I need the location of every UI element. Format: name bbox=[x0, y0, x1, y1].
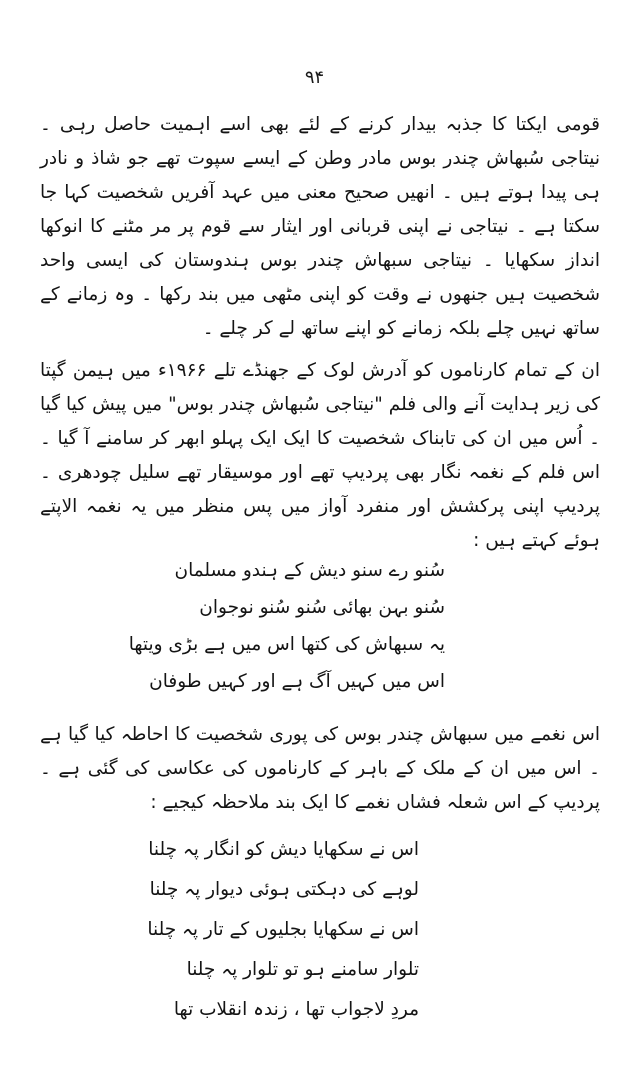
verse-line: سُنو بہن بھائی سُنو سُنو نوجوان bbox=[199, 597, 445, 618]
song-verse-first bbox=[115, 552, 445, 700]
verse-line: لوہے کی دہکتی ہوئی دیوار پہ چلنا bbox=[149, 879, 419, 900]
song-verse-second bbox=[119, 830, 419, 1030]
verse-line: سُنو رے سنو دیش کے ہندو مسلمان bbox=[174, 560, 445, 581]
verse-line: اس میں کہیں آگ ہے اور کہیں طوفان bbox=[149, 671, 445, 692]
verse-line: تلوار سامنے ہو تو تلوار پہ چلنا bbox=[186, 959, 419, 980]
paragraph-song-commentary: اس نغمے میں سبھاش چندر بوس کی پوری شخصیت کا احاطہ کیا گیا ہے ۔ اس میں ان کے ملک کے باہر کے کارناموں کی عکاسی کی گئی ہے ۔ پردیپ کے اس شعلہ فشاں نغمے کا ایک بند ملاحظہ کیجیے : bbox=[40, 724, 600, 813]
verse-line: اس نے سکھایا دیش کو انگار پہ چلنا bbox=[148, 839, 419, 860]
verse-line: اس نے سکھایا بجلیوں کے تار پہ چلنا bbox=[147, 919, 419, 940]
page-number: ۹۴ bbox=[304, 67, 325, 88]
paragraph-film-details: ان کے تمام کارناموں کو آدرش لوک کے جھنڈے تلے ۱۹۶۶ء میں ہیمن گپتا کی زیر ہدایت آنے والی فلم "نیتاجی سُبھاش چندر بوس" میں پیش کیا گیا ۔ اُس میں ان کی تابناک شخصیت کا ایک ایک پہلو ابھر کر سامنے آ گیا ۔ اس فلم کے نغمہ نگار بھی پردیپ تھے اور موسیقار تھے سلیل چودھری ۔ پردیپ اپنی پرکشش اور منفرد آواز میں پس منظر میں یہ نغمہ الاپتے ہوئے کہتے ہیں : bbox=[40, 360, 601, 551]
verse-line: مردِ لاجواب تھا ، زندہ انقلاب تھا bbox=[173, 999, 419, 1020]
verse-line: یہ سبھاش کی کتھا اس میں ہے بڑی ویتھا bbox=[128, 634, 445, 655]
paragraph-netaji-intro: قومی ایکتا کا جذبہ بیدار کرنے کے لئے بھی اسے اہمیت حاصل رہی ۔ نیتاجی سُبھاش چندر بوس مادر وطن کے ایسے سپوت تھے جو شاذ و نادر ہی پیدا ہوتے ہیں ۔ انھیں صحیح معنی میں عہد آفریں شخصیت کہا جا سکتا ہے ۔ نیتاجی نے اپنی قربانی اور ایثار سے قوم پر مر مٹنے کا انوکھا انداز سکھایا ۔ نیتاجی سبھاش چندر بوس ہندوستان کی ایسی واحد شخصیت ہیں جنھوں نے وقت کو اپنی مٹھی میں بند رکھا ۔ وہ زمانے کے ساتھ نہیں چلے بلکہ زمانے کو اپنے ساتھ لے کر چلے ۔ bbox=[40, 114, 600, 339]
